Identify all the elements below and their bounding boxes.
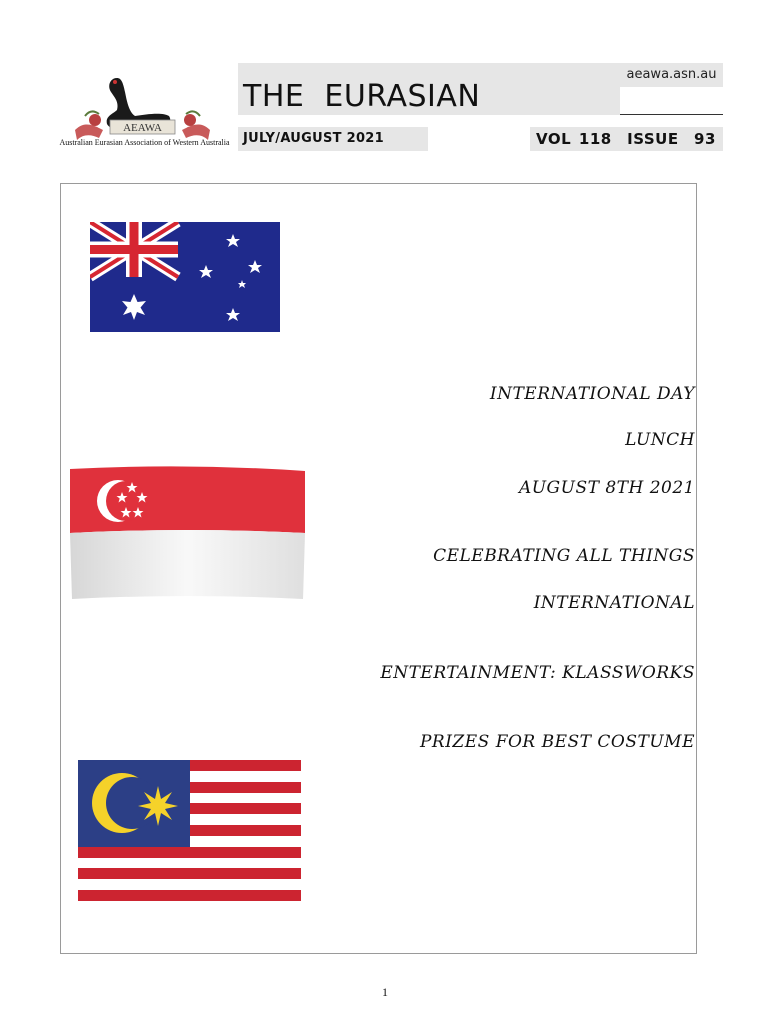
website-link[interactable]: aeawa.asn.au xyxy=(626,67,717,82)
event-entertainment-line: ENTERTAINMENT: KLASSWORKS xyxy=(380,663,695,683)
logo-banner-text: AEAWA xyxy=(123,122,162,134)
volume-issue: VOL 118 ISSUE 93 xyxy=(536,130,716,148)
singapore-flag xyxy=(70,465,305,600)
malaysia-flag xyxy=(78,760,301,912)
event-lunch-line: LUNCH xyxy=(625,430,695,450)
page-number: 1 xyxy=(382,985,388,999)
event-celebrating-line: CELEBRATING ALL THINGS xyxy=(433,546,695,566)
issue-date: JULY/AUGUST 2021 xyxy=(243,131,384,146)
organization-name: Australian Eurasian Association of Western Australia xyxy=(59,138,230,147)
event-international-line: INTERNATIONAL xyxy=(533,593,695,613)
event-date-line: AUGUST 8TH 2021 xyxy=(518,478,695,498)
australia-flag xyxy=(90,222,280,332)
event-title-line: INTERNATIONAL DAY xyxy=(489,384,695,404)
event-prizes-line: PRIZES FOR BEST COSTUME xyxy=(419,732,695,752)
header-divider xyxy=(620,114,723,115)
newsletter-title: THE EURASIAN xyxy=(243,79,481,114)
